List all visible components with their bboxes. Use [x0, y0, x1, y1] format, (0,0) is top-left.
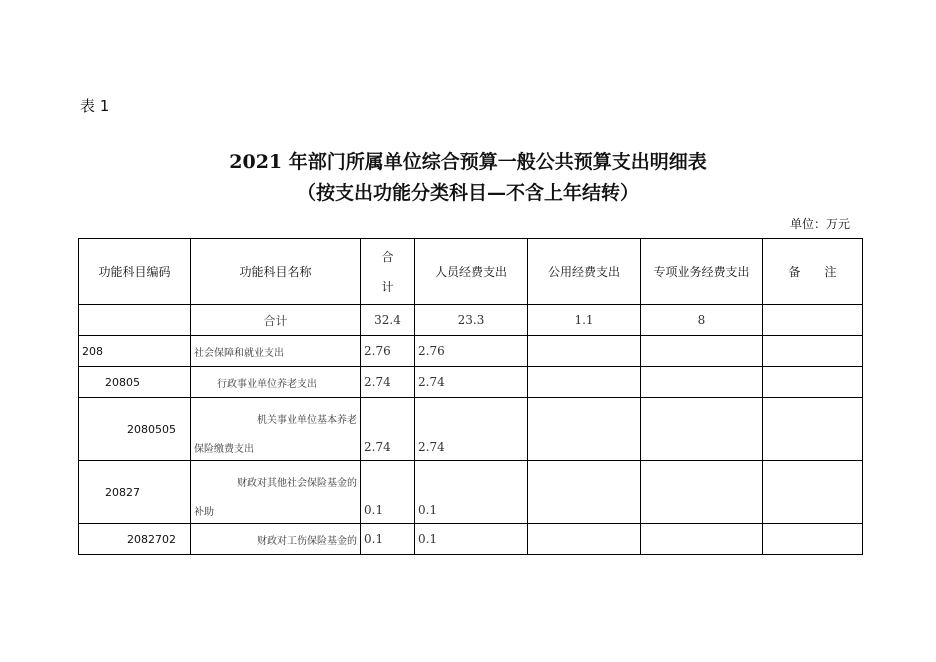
- cell-special: [641, 524, 763, 555]
- cell-personnel: 0.1: [415, 524, 528, 555]
- cell-name: 合计: [191, 305, 361, 336]
- cell-name: 行政事业单位养老支出: [191, 367, 361, 398]
- cell-personnel: 0.1: [415, 461, 528, 524]
- cell-name: 财政对工伤保险基金的: [191, 524, 361, 555]
- cell-public: [528, 461, 641, 524]
- budget-table: [78, 238, 863, 555]
- cell-name: 社会保障和就业支出: [191, 336, 361, 367]
- header-total-bottom: 计: [381, 279, 394, 294]
- total-row: [79, 305, 863, 336]
- cell-remark: [763, 305, 863, 336]
- cell-code: 2082702: [79, 524, 191, 555]
- header-personnel: 人员经费支出: [415, 239, 528, 305]
- header-total-top: 合: [381, 249, 394, 264]
- cell-name-line1: 机关事业单位基本养老: [257, 415, 357, 426]
- cell-personnel: 2.76: [415, 336, 528, 367]
- page-subtitle: （按支出功能分类科目—不含上年结转）: [296, 182, 639, 204]
- cell-public: 1.1: [528, 305, 641, 336]
- cell-name-line1: 财政对其他社会保险基金的: [237, 478, 357, 489]
- cell-code: 2080505: [79, 398, 191, 461]
- cell-name-line2: 保险缴费支出: [194, 444, 254, 455]
- cell-code: 208: [79, 336, 191, 367]
- cell-name: [191, 461, 361, 524]
- cell-name-line2: 补助: [194, 507, 214, 518]
- table-row: [79, 398, 863, 461]
- cell-remark: [763, 398, 863, 461]
- cell-public: [528, 367, 641, 398]
- cell-special: [641, 336, 763, 367]
- cell-public: [528, 336, 641, 367]
- cell-code: [79, 305, 191, 336]
- cell-total: 0.1: [361, 524, 415, 555]
- cell-code: 20827: [79, 461, 191, 524]
- table-row: [79, 524, 863, 555]
- table-row: [79, 336, 863, 367]
- header-row: [79, 239, 863, 305]
- cell-remark: [763, 524, 863, 555]
- cell-total: 2.74: [361, 398, 415, 461]
- table-row: [79, 367, 863, 398]
- header-public: 公用经费支出: [528, 239, 641, 305]
- table-row: [79, 461, 863, 524]
- cell-public: [528, 398, 641, 461]
- cell-special: 8: [641, 305, 763, 336]
- cell-special: [641, 367, 763, 398]
- cell-personnel: 2.74: [415, 398, 528, 461]
- cell-special: [641, 398, 763, 461]
- unit-label: 单位：万元: [789, 217, 850, 231]
- cell-code: 20805: [79, 367, 191, 398]
- cell-remark: [763, 336, 863, 367]
- header-remark: 备 注: [763, 239, 863, 305]
- table-label: 表 1: [80, 97, 110, 115]
- cell-remark: [763, 367, 863, 398]
- cell-personnel: 23.3: [415, 305, 528, 336]
- cell-total: 2.74: [361, 367, 415, 398]
- header-total: [361, 239, 415, 305]
- cell-personnel: 2.74: [415, 367, 528, 398]
- cell-total: 2.76: [361, 336, 415, 367]
- header-special: 专项业务经费支出: [641, 239, 763, 305]
- cell-public: [528, 524, 641, 555]
- cell-total: 0.1: [361, 461, 415, 524]
- cell-total: 32.4: [361, 305, 415, 336]
- header-name: 功能科目名称: [191, 239, 361, 305]
- cell-special: [641, 461, 763, 524]
- page-title: 2021 年部门所属单位综合预算一般公共预算支出明细表: [229, 151, 707, 173]
- cell-name: [191, 398, 361, 461]
- header-code: 功能科目编码: [79, 239, 191, 305]
- cell-remark: [763, 461, 863, 524]
